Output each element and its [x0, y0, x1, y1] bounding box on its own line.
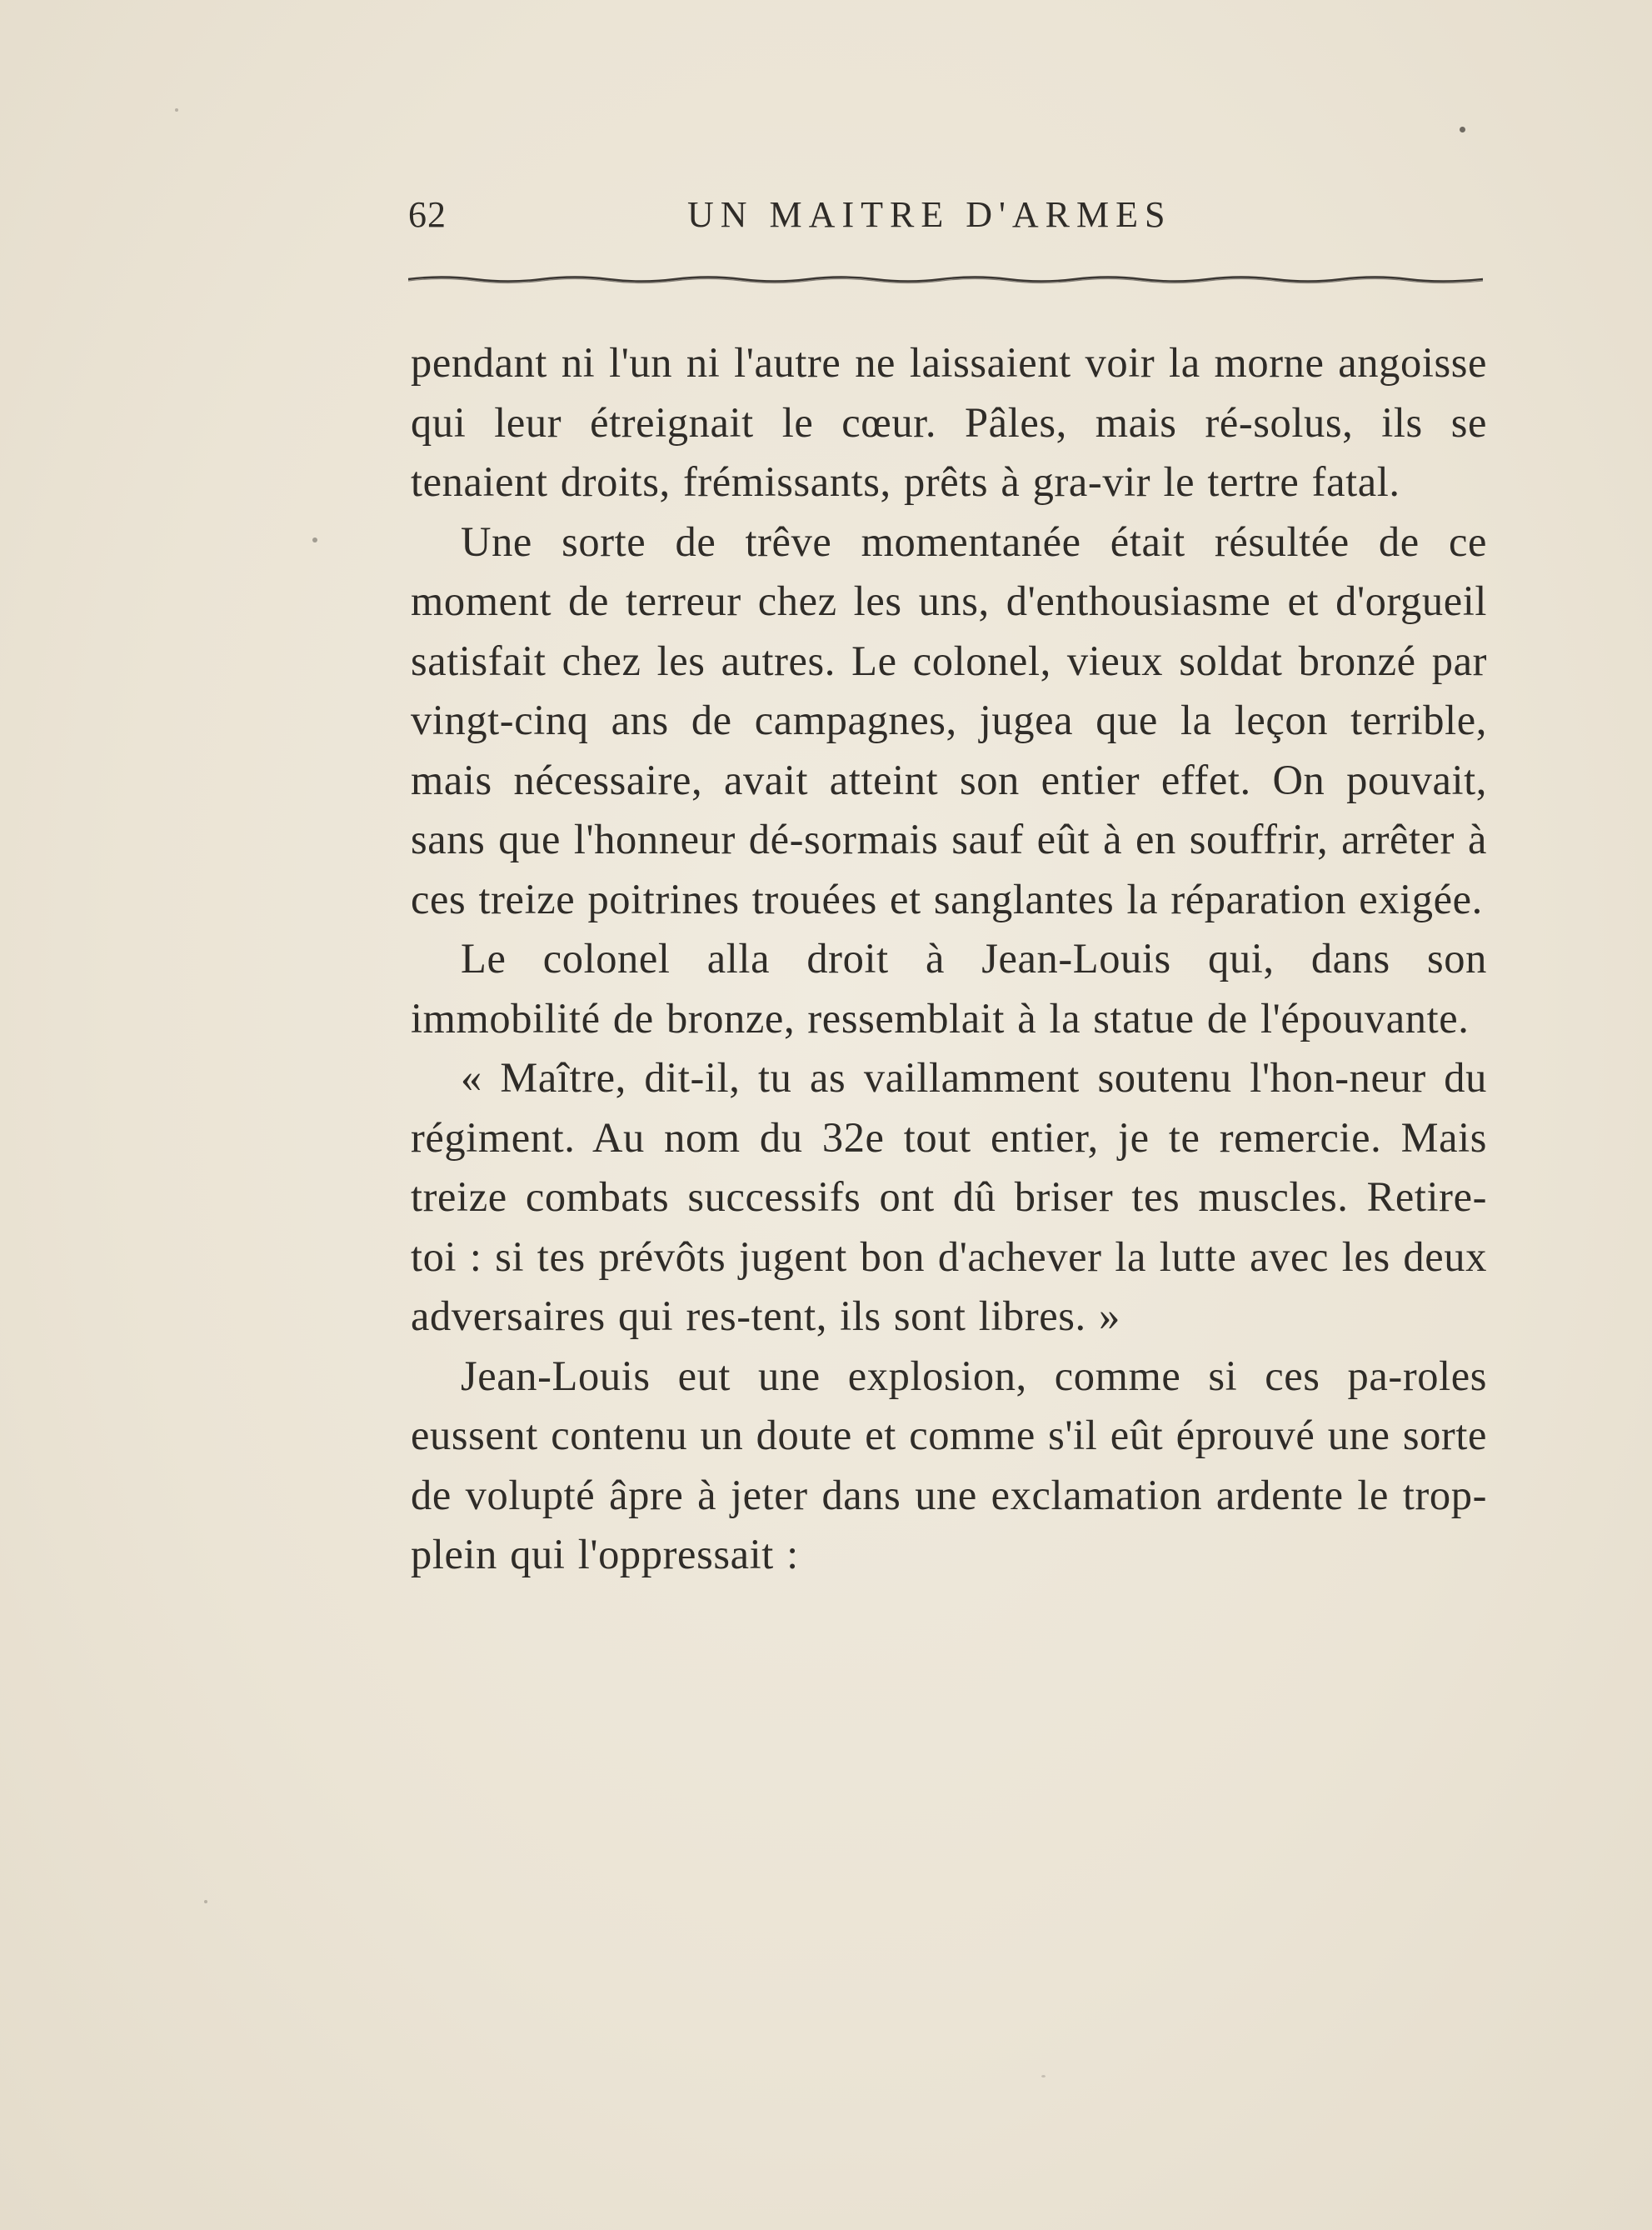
paragraph-4: « Maître, dit-il, tu as vaillamment soutenu l'hon-neur du régiment. Au nom du 32e tout entier, je te remercie. Mais treize combats successifs ont dû briser tes muscles. Retire-toi : si tes prévôts jugent bon d'achever la lutte avec les deux adversaires qui res-tent, ils sont libres. »: [411, 1054, 1487, 1339]
paragraph-3: Le colonel alla droit à Jean-Louis qui, dans son immobilité de bronze, ressemblait à la statue de l'épouvante.: [411, 935, 1487, 1042]
running-title: UN MAITRE D'ARMES: [687, 194, 1172, 235]
page-number: 62: [408, 194, 447, 235]
paper-speck: [1041, 2075, 1046, 2078]
body-text: [411, 333, 1487, 1585]
paper-speck: [175, 108, 178, 112]
paragraph-2: Une sorte de trêve momentanée était résultée de ce moment de terreur chez les uns, d'enthousiasme et d'orgueil satisfait chez les autres. Le colonel, vieux soldat bronzé par vingt-cinq ans de campagnes, jugea que la leçon terrible, mais nécessaire, avait atteint son entier effet. On pouvait, sans que l'honneur dé-sormais sauf eût à en souffrir, arrêter à ces treize poitrines trouées et sanglantes la réparation exigée.: [411, 518, 1487, 922]
ornamental-rule: [408, 273, 1483, 285]
running-head: [408, 193, 1491, 252]
paper-speck: [312, 538, 317, 542]
paper-speck: [1460, 127, 1465, 132]
paragraph-5: Jean-Louis eut une explosion, comme si ces pa-roles eussent contenu un doute et comme s'il eût éprouvé une sorte de volupté âpre à jeter dans une exclamation ardente le trop-plein qui l'oppressait :: [411, 1352, 1487, 1578]
paper-speck: [204, 1900, 207, 1903]
paragraph-1: pendant ni l'un ni l'autre ne laissaient voir la morne angoisse qui leur étreignait le cœur. Pâles, mais ré-solus, ils se tenaient droits, frémissants, prêts à gra-vir le tertre fatal.: [411, 339, 1487, 505]
